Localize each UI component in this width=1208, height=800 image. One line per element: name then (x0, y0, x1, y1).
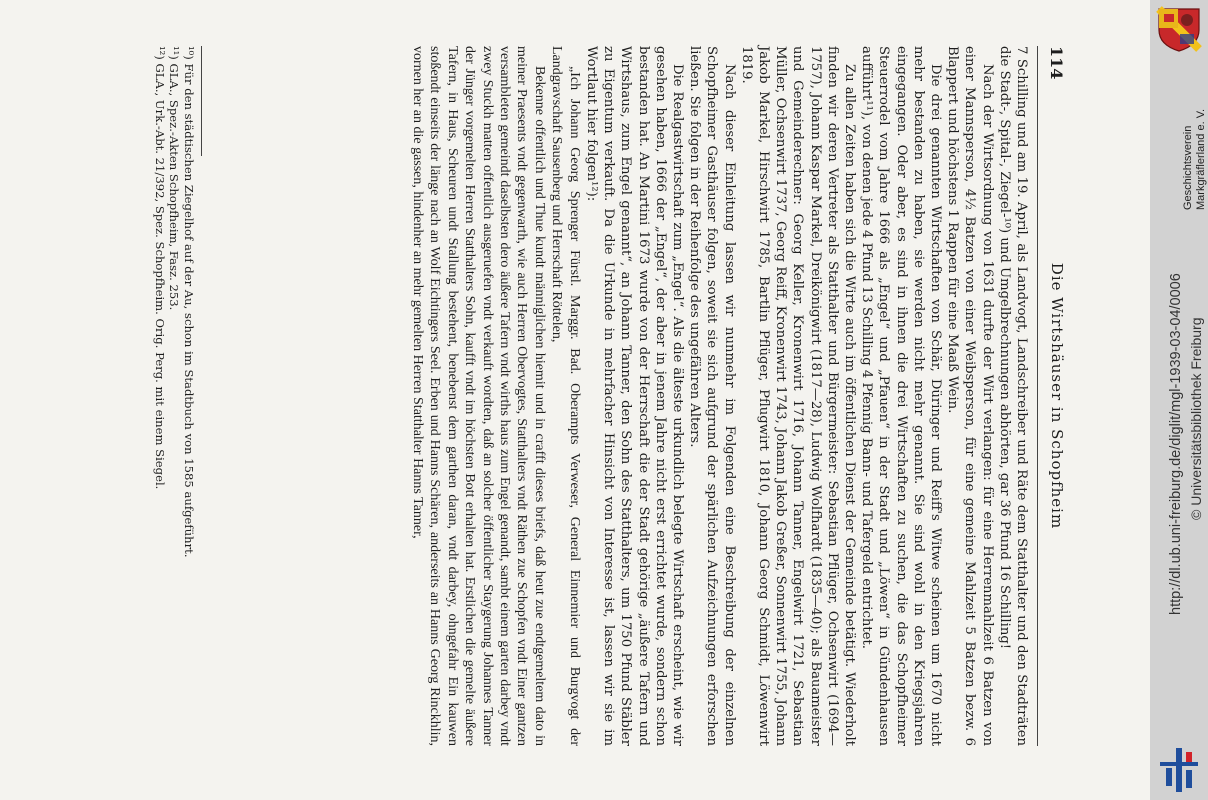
paragraph: Die drei genannten Wirtschaften von Schär, Düringer und Reiff's Witwe scheinen um 1670 nicht mehr bestanden zu haben, sie werden nicht mehr genannt. Sie sind wohl in den Kriegsjahren eingegangen. Oder aber, es sind in ihnen die drei Wirtschaften zu suchen, die das Schopfheimer Steuerrodel vom Jahre 1666 als „Engel“ und „Pfauen“ in der Stadt und „Löwen“ in Gündenhausen aufführt¹¹), von denen jede 4 Pfund 13 Schilling 4 Pfennig Bann- und Tafergeld entrichtet. (859, 46, 943, 746)
footnote: ¹¹) GLA., Spez.-Akten Schopfheim, Fasz. 253. (167, 46, 182, 311)
page-header (1042, 46, 1068, 746)
society-name (1182, 109, 1208, 210)
body-text (409, 46, 1030, 746)
footnote-rule (201, 46, 202, 156)
society-name-line2: Markgräflerland e. V. (1195, 108, 1207, 210)
header-rule (1037, 46, 1038, 746)
paragraph: 7 Schilling und am 19. April, als Landvogt, Landschreiber und Räte dem Statthalter und den Stadträten die Stadt-, Spital-, Ziegel-¹⁰) und Umgelbrechnungen abhörten, gar 36 Pfund 16 Schilling! (996, 46, 1029, 746)
page-number: 114 (1047, 46, 1066, 80)
source-url-link[interactable]: http://dl.ub.uni-freiburg.de/diglit/mgl-1939-03-04/0006 (1168, 273, 1184, 615)
university-logo-icon (1156, 744, 1202, 794)
paragraph: Bekenne offentlich und Thue kundt männiglichen hiemit und in crafft dieses briefs, daß heut zue endtgemeltem dato in meiner Praesents vndt gegenwarth, wie auch Herren Obervogtes, Statthalters vndt Räthen zue Schopfen vndt Einer gantzen versambleten gemeindt daselbsten dero äußere Tafern vndt wirths haus zum Engel genandt, sambt einem garten darbey vndt zwey Stuckh matten offentlich ausgeruefen vndt verkauft wordten, daß an solcher öffentlicher Staygerung Johannes Tanner der Jünger vorgemelten Herren Statthalters Sohn, kaufft vndt im höchsten Bott erhalten hat. Erstlichen die gemelte äußere Tafern, in Haus, Scheuren undt Stallung bestehent, benebenst dem garthen daran, vndt darbey, ohngefahr Ein kauwen stoßendt einseits der länge nach an Wolf Eichtingers Seel. Erben und Hanns Schären, anderseits an Hanns Georg Rinckhlin, vornen her an die gassen, hindenher an mehr gemelten Herren Statthalter Hanns Tanner, (410, 46, 547, 746)
footnote: ¹²) GLA., Urk.-Abt. 21/392, Spez. Schopfheim. Orig. Perg. mit einem Siegel. (152, 46, 167, 490)
paragraph: Nach der Wirtsordnung von 1631 durfte der Wirt verlangen: für eine Herrenmahlzeit 6 Batzen von einer Mannsperson, 4½ Batzen von einer Weibsperson, für eine gemeine Mahlzeit 5 Batzen bezw. 6 Blappert und höchstens 1 Rappen für eine Maaß Wein. (945, 46, 995, 746)
society-crest-icon (1156, 6, 1202, 52)
footnotes (152, 46, 196, 746)
society-name-line1: Geschichtsverein (1182, 125, 1194, 210)
running-head: Die Wirtshäuser in Schopfheim (1048, 262, 1066, 530)
copyright-notice: © Universitätsbibliothek Freiburg (1188, 317, 1204, 520)
paragraph: Zu allen Zeiten haben sich die Wirte auch im öffentlichen Dienst der Gemeinde betätigt. Wiederholt finden wir deren Vertreter als Statthalter und Bürgermeister: Sebastian Pflüger, Ochsenwirt (1694—1757), Johann Kaspar Markel, Dreikönigwirt (1817—28), Ludwig Wolfhardt (1835—40); als Bauameister und Gemeinderechner: Georg Keller, Kronenwirt 1716, Johann Tanner, Engelwirt 1721, Sebastian Müller, Ochsenwirt 1737, Georg Reiff, Kronenwirt 1743, Johann Jakob Greßer, Sonnenwirt 1755, Johann Jakob Markel, Hirschwirt 1785, Bartlin Pflüger, Pflugwirt 1810, Johann Georg Schmidt, Löwenwirt 1819. (738, 46, 857, 746)
footnote: ¹⁰) Für den städtischen Ziegelhof auf der Au, schon im Stadtbuch von 1585 aufgeführt. (182, 46, 196, 558)
paragraph: Nach dieser Einleitung lassen wir nunmehr im Folgenden eine Beschreibung der einzelnen Schopfheimer Gasthäuser folgen, soweit sie sich aufgrund der spärlichen Aufzeichnungen erforschen ließen. Sie folgen in der Reihenfolge des ungefähren Alters. (687, 46, 737, 746)
paragraph: Die Realgastwirtschaft zum „Engel“. Als die älteste urkundlich belegte Wirtschaft erscheint, wie wir gesehen haben, 1666 der „Engel“, der aber in jenem Jahre nicht erst errichtet wurde, sondern schon bestanden hat. An Martini 1673 wurde von der Herrschaft die der Stadt gehörige „äußere Tafern und Wirtshaus, zum Engel genannt“, an Johann Tanner, den Sohn des Statthalters, um 1750 Pfund Stäbler zu Eigentum verkauft. Da die Urkunde in mehrfacher Hinsicht von Interesse ist, lassen wir sie im Wortlaut hier folgen¹²): (583, 46, 685, 746)
page-content (78, 46, 1068, 746)
paragraph: „Ich Johann Georg Sprenger Fürstl. Marggr. Bad. Oberampts Verweser, General Einnemier und Burgvogt der Landgravschaft Sausenberg und Herrschaft Röttelen, (549, 46, 582, 746)
